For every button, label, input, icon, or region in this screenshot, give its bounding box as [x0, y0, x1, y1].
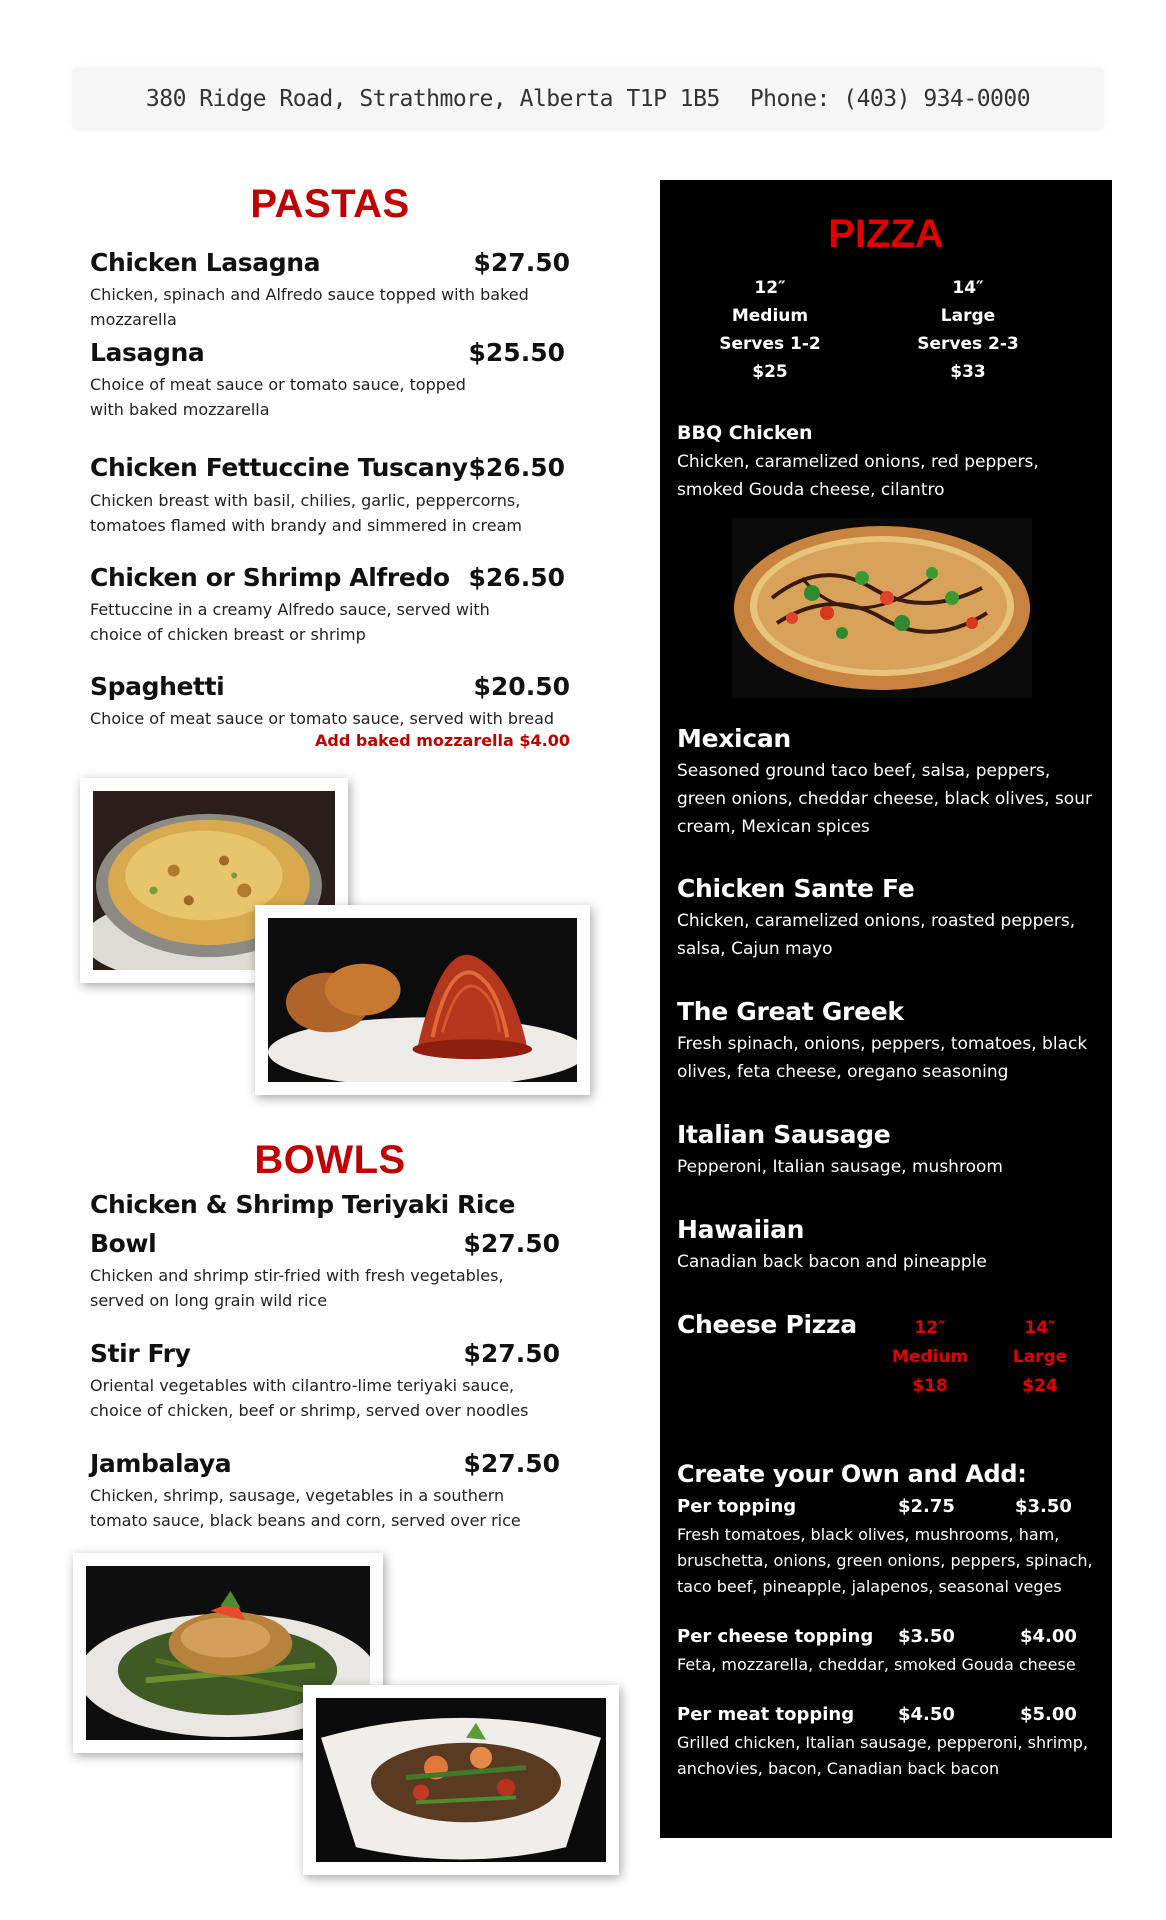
- pizza-size-medium: [700, 274, 840, 386]
- pasta-item-name: Chicken or Shrimp Alfredo: [90, 563, 450, 592]
- size-serves: Serves 1-2: [719, 334, 821, 354]
- pasta-item-name: Chicken Lasagna: [90, 248, 321, 277]
- size-serves: Serves 2-3: [917, 334, 1019, 354]
- cheese-size-large: [995, 1314, 1085, 1401]
- bowl-item-desc: Oriental vegetables with cilantro-lime teriyaki sauce, choice of chicken, beef or shrimp, served over noodles: [90, 1376, 529, 1420]
- size-inch: 12″: [914, 1318, 946, 1338]
- topping-price-14: $3.50: [1015, 1496, 1072, 1517]
- pasta-item-price: $20.50: [473, 672, 570, 701]
- pizza-title: PIZZA: [828, 212, 944, 256]
- size-price: $33: [950, 362, 986, 382]
- bowl-item-price: $27.50: [463, 1229, 560, 1258]
- size-inch: 14″: [952, 278, 984, 298]
- pasta-item-desc: Choice of meat sauce or tomato sauce, topped with baked mozzarella: [90, 375, 466, 419]
- pizza-item-desc: Seasoned ground taco beef, salsa, peppers, green onions, cheddar cheese, black olives, sour cream, Mexican spices: [677, 761, 1092, 837]
- bowl-item-price: $27.50: [463, 1339, 560, 1368]
- pizza-item-desc: Fresh spinach, onions, peppers, tomatoes, black olives, feta cheese, oregano seasoning: [677, 1034, 1088, 1082]
- size-inch: 14″: [1024, 1318, 1056, 1338]
- pizza-item-desc: Pepperoni, Italian sausage, mushroom: [677, 1157, 1003, 1177]
- pizza-item-name: BBQ Chicken: [677, 422, 813, 444]
- pizza-item-name: The Great Greek: [677, 997, 904, 1026]
- pasta-item-desc: Choice of meat sauce or tomato sauce, served with bread: [90, 709, 555, 728]
- topping-price-12: $4.50: [898, 1704, 955, 1725]
- topping-row-label: Per cheese topping: [677, 1626, 874, 1647]
- topping-desc: Fresh tomatoes, black olives, mushrooms, ham, bruschetta, onions, green onions, peppers, spinach, taco beef, pineapple, jalapenos, seasonal veges: [677, 1525, 1093, 1596]
- pizza-size-large: [898, 274, 1038, 386]
- bowl-item-desc: Chicken, shrimp, sausage, vegetables in a southern tomato sauce, black beans and corn, served over rice: [90, 1486, 521, 1530]
- phone-text: Phone: (403) 934-0000: [749, 86, 1031, 112]
- topping-row-label: Per meat topping: [677, 1704, 855, 1725]
- topping-row-label: Per topping: [677, 1496, 797, 1517]
- pizza-item-name: Mexican: [677, 724, 791, 753]
- spaghetti-photo: [255, 905, 590, 1095]
- bowl-item-desc: Chicken and shrimp stir-fried with fresh vegetables, served on long grain wild rice: [90, 1266, 504, 1310]
- address-text: 380 Ridge Road, Strathmore, Alberta T1P 1B5: [145, 86, 720, 112]
- bowl-item-name: Jambalaya: [90, 1449, 232, 1478]
- pasta-item-name: Spaghetti: [90, 672, 225, 701]
- bbq-pizza-photo: [732, 518, 1032, 698]
- create-your-own-title: Create your Own and Add:: [677, 1460, 1027, 1488]
- pasta-item-name: Lasagna: [90, 338, 205, 367]
- pizza-item-desc: Chicken, caramelized onions, red peppers, smoked Gouda cheese, cilantro: [677, 452, 1039, 500]
- cheese-size-medium: [875, 1314, 985, 1401]
- pasta-item-price: $25.50: [468, 338, 565, 367]
- pastas-title: PASTAS: [250, 182, 410, 226]
- pizza-item-desc: Canadian back bacon and pineapple: [677, 1252, 987, 1272]
- pasta-item-desc: Fettuccine in a creamy Alfredo sauce, served with choice of chicken breast or shrimp: [90, 600, 490, 644]
- topping-price-14: $4.00: [1020, 1626, 1077, 1647]
- size-price: $25: [752, 362, 788, 382]
- bowl-item-price: $27.50: [463, 1449, 560, 1478]
- add-mozzarella-note: Add baked mozzarella $4.00: [315, 731, 570, 750]
- size-price: $24: [1022, 1376, 1058, 1396]
- pasta-item-name: Chicken Fettuccine Tuscany: [90, 453, 468, 482]
- cheese-pizza-name: Cheese Pizza: [677, 1310, 857, 1339]
- pasta-item-price: $26.50: [468, 453, 565, 482]
- pizza-item-desc: Chicken, caramelized onions, roasted peppers, salsa, Cajun mayo: [677, 911, 1076, 959]
- address-bar: [72, 68, 1104, 130]
- bowl-item-name: Chicken & Shrimp Teriyaki Rice: [90, 1190, 516, 1219]
- pizza-item-name: Italian Sausage: [677, 1120, 891, 1149]
- pasta-item-desc: Chicken, spinach and Alfredo sauce topped with baked mozzarella: [90, 285, 529, 329]
- topping-desc: Feta, mozzarella, cheddar, smoked Gouda cheese: [677, 1655, 1076, 1674]
- size-label: Medium: [731, 306, 809, 326]
- topping-desc: Grilled chicken, Italian sausage, pepperoni, shrimp, anchovies, bacon, Canadian back bacon: [677, 1733, 1088, 1778]
- pasta-item-price: $26.50: [468, 563, 565, 592]
- size-inch: 12″: [754, 278, 786, 298]
- bowl-item-name-line2: Bowl: [90, 1229, 157, 1258]
- bowl-item-name: Stir Fry: [90, 1339, 191, 1368]
- pasta-item-desc: Chicken breast with basil, chilies, garlic, peppercorns, tomatoes flamed with brandy and simmered in cream: [90, 491, 522, 535]
- jambalaya-photo: [303, 1685, 619, 1875]
- bowls-title: BOWLS: [254, 1138, 406, 1182]
- topping-price-12: $2.75: [898, 1496, 955, 1517]
- pasta-item-price: $27.50: [473, 248, 570, 277]
- size-label: Large: [1012, 1347, 1068, 1367]
- size-label: Medium: [891, 1347, 969, 1367]
- size-label: Large: [940, 306, 996, 326]
- topping-price-12: $3.50: [898, 1626, 955, 1647]
- pizza-item-name: Chicken Sante Fe: [677, 874, 915, 903]
- size-price: $18: [912, 1376, 948, 1396]
- topping-price-14: $5.00: [1020, 1704, 1077, 1725]
- pizza-item-name: Hawaiian: [677, 1215, 805, 1244]
